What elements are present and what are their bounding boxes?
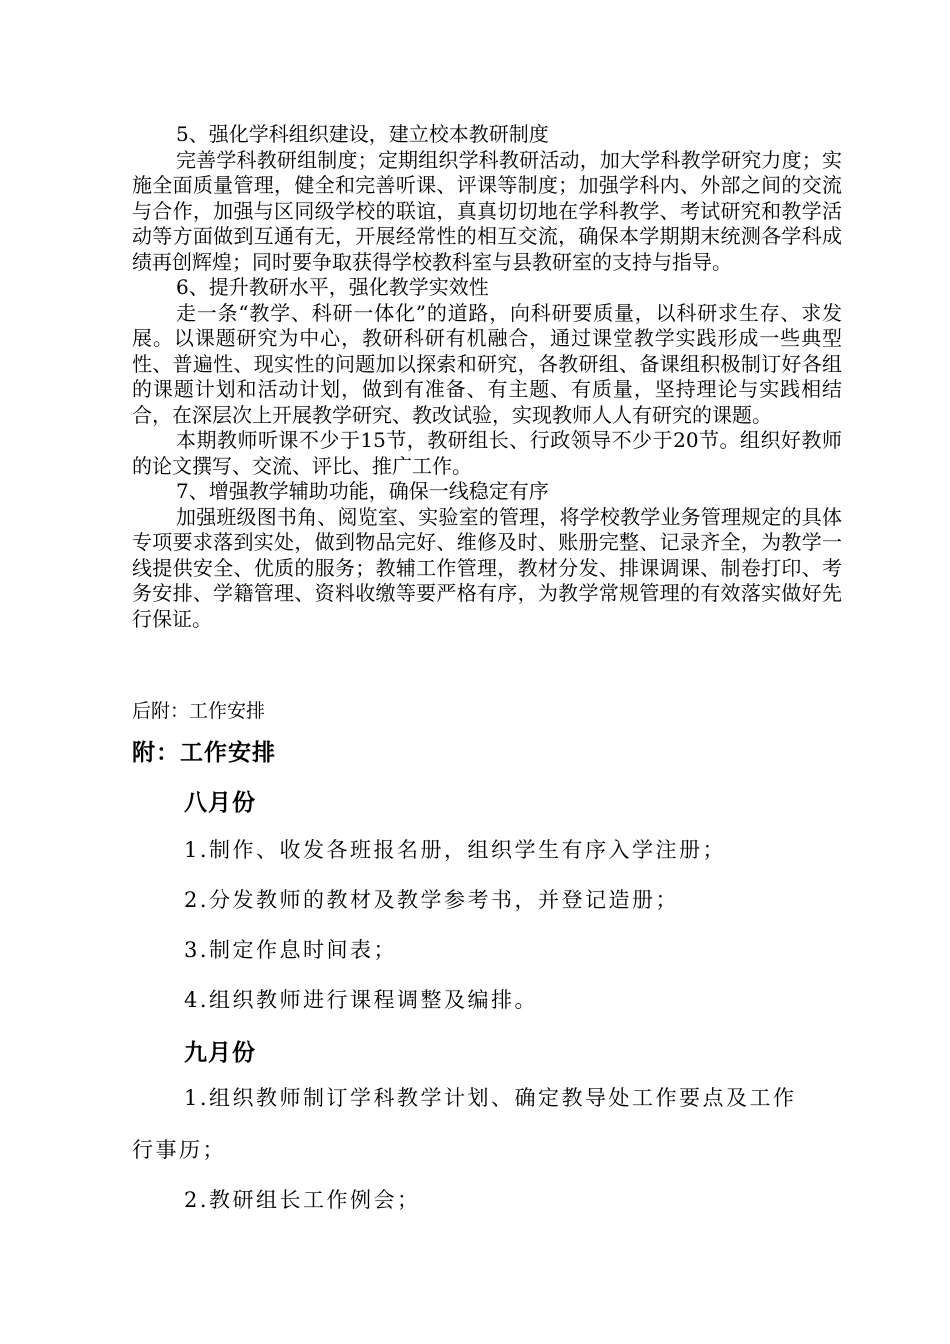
august-item-4: 4.组织教师进行课程调整及编排。 [184, 988, 539, 1012]
section-6-body: 走一条“教学、科研一体化”的道路，向科研要质量，以科研求生存、求发展。以课题研究为中心，教研科研有机融合，通过课堂教学实践形成一些典型性、普遍性、现实性的问题加以探索和研究，各教研组、备课组积极制订好各组的课题计划和活动计划，做到有准备、有主题、有质量，坚持理论与实践相结合，在深层次上开展教学研究、教改试验，实现教师人人有研究的课题。 [132, 300, 842, 427]
month-september-heading: 九月份 [184, 1040, 256, 1066]
august-item-2: 2.分发教师的教材及教学参考书，并登记造册； [184, 888, 680, 912]
section-7-heading: 7、增强教学辅助功能，确保一线稳定有序 [176, 479, 549, 503]
section-5-heading: 5、强化学科组织建设，建立校本教研制度 [176, 122, 549, 146]
august-item-1: 1.制作、收发各班报名册，组织学生有序入学注册； [184, 838, 727, 862]
section-7-body: 加强班级图书角、阅览室、实验室的管理，将学校教学业务管理规定的具体专项要求落到实处，做到物品完好、维修及时、账册完整、记录齐全，为教学一线提供安全、优质的服务；教辅工作管理，教材分发、排课调课、制卷打印、考务安排、学籍管理、资料收缴等要严格有序，为教学常规管理的有效落实做好先行保证。 [132, 504, 842, 631]
september-item-2: 2.教研组长工作例会； [184, 1188, 421, 1212]
section-6-heading: 6、提升教研水平，强化教学实效性 [176, 275, 489, 299]
september-item-1: 1.组织教师制订学科教学计划、确定教导处工作要点及工作 [184, 1086, 797, 1110]
appendix-note: 后附：工作安排 [132, 700, 266, 722]
section-5-body: 完善学科教研组制度；定期组织学科教研活动，加大学科教学研究力度；实施全面质量管理，健全和完善听课、评课等制度；加强学科内、外部之间的交流与合作，加强与区同级学校的联谊，真真切切地在学科教学、考试研究和教学活动等方面做到互通有无，开展经常性的相互交流，确保本学期期末统测各学科成绩再创辉煌；同时要争取获得学校教科室与县教研室的支持与指导。 [132, 147, 842, 274]
august-item-3: 3.制定作息时间表； [184, 938, 398, 962]
september-item-1-continued: 行事历； [132, 1138, 226, 1162]
section-6-body-2: 本期教师听课不少于15节，教研组长、行政领导不少于20节。组织好教师的论文撰写、交流、评比、推广工作。 [132, 428, 842, 478]
month-august-heading: 八月份 [184, 790, 256, 816]
schedule-title: 附：工作安排 [132, 740, 276, 766]
plan-sections [132, 122, 842, 632]
